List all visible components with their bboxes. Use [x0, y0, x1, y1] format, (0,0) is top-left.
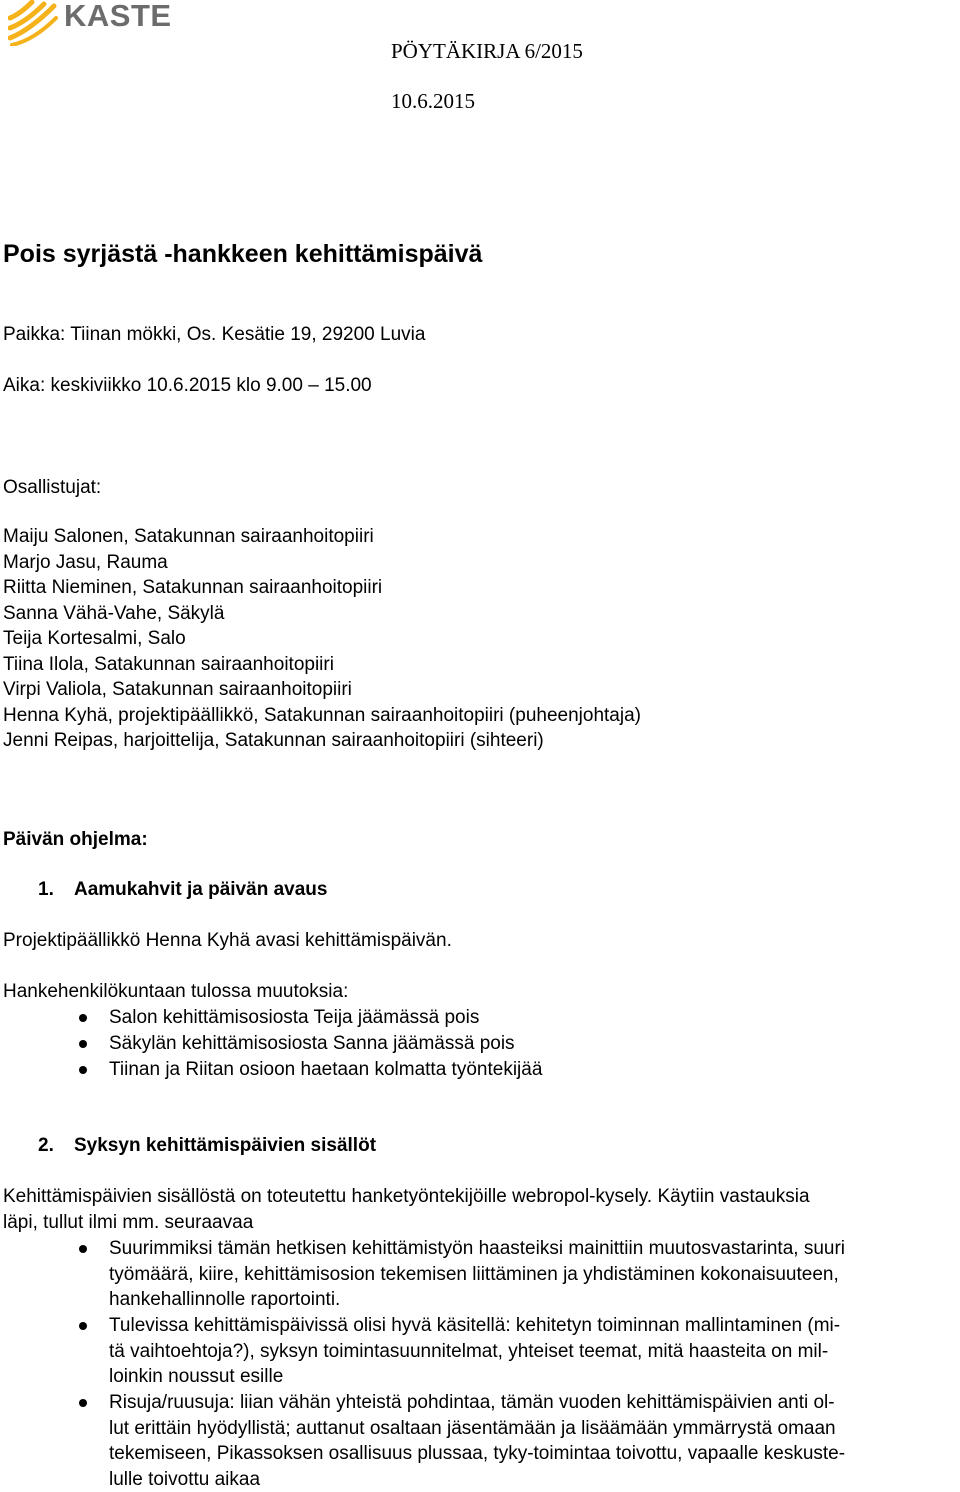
participant: Teija Kortesalmi, Salo: [3, 628, 186, 649]
participant: Riitta Nieminen, Satakunnan sairaanhoitopiiri: [3, 577, 383, 598]
participant: Henna Kyhä, projektipäällikkö, Satakunnan sairaanhoitopiiri (puheenjohtaja): [3, 704, 641, 726]
logo-text: KASTE: [64, 0, 172, 33]
section-1-intro: Hankehenkilökuntaan tulossa muutoksia:: [3, 981, 349, 1002]
program-heading: Päivän ohjelma:: [3, 829, 148, 850]
bullet-icon: [79, 1066, 87, 1074]
section-1-title: Aamukahvit ja päivän avaus: [74, 879, 328, 900]
document-type: PÖYTÄKIRJA 6/2015: [391, 39, 583, 63]
document-date: 10.6.2015: [391, 89, 475, 113]
section-2-title: Syksyn kehittämispäivien sisällöt: [74, 1135, 377, 1156]
bullet-icon: [79, 1014, 87, 1022]
bullet-icon: [79, 1245, 87, 1253]
section-2-paragraph: [3, 1184, 810, 1235]
kaste-logo: [8, 0, 172, 48]
participant: Sanna Vähä-Vahe, Säkylä: [3, 602, 225, 624]
section-1-number: 1.: [38, 879, 54, 900]
paragraph-line: Kehittämispäivien sisällöstä on toteutettu hanketyöntekijöille webropol-kysely. Käytiin vastauksia: [3, 1186, 810, 1207]
participant: Tiina Ilola, Satakunnan sairaanhoitopiiri: [3, 653, 334, 675]
bullet-icon: [79, 1399, 87, 1407]
participant: Marjo Jasu, Rauma: [3, 551, 168, 573]
participant-list: [3, 524, 641, 754]
participant: Jenni Reipas, harjoittelija, Satakunnan sairaanhoitopiiri (sihteeri): [3, 730, 544, 751]
section-1-paragraph: Projektipäällikkö Henna Kyhä avasi kehittämispäivän.: [3, 930, 452, 951]
meeting-place: Paikka: Tiinan mökki, Os. Kesätie 19, 29200 Luvia: [3, 324, 426, 345]
page-title: Pois syrjästä -hankkeen kehittämispäivä: [3, 240, 483, 268]
meeting-time: Aika: keskiviikko 10.6.2015 klo 9.00 – 15.00: [3, 375, 372, 396]
section-2-number: 2.: [38, 1135, 54, 1156]
paragraph-line: läpi, tullut ilmi mm. seuraavaa: [3, 1211, 254, 1233]
bullet-icon: [79, 1040, 87, 1048]
kaste-logo-icon: [8, 0, 58, 46]
participants-heading: Osallistujat:: [3, 477, 102, 498]
participant: Virpi Valiola, Satakunnan sairaanhoitopiiri: [3, 679, 352, 700]
bullet-icon: [79, 1322, 87, 1330]
participant: Maiju Salonen, Satakunnan sairaanhoitopiiri: [3, 526, 374, 547]
